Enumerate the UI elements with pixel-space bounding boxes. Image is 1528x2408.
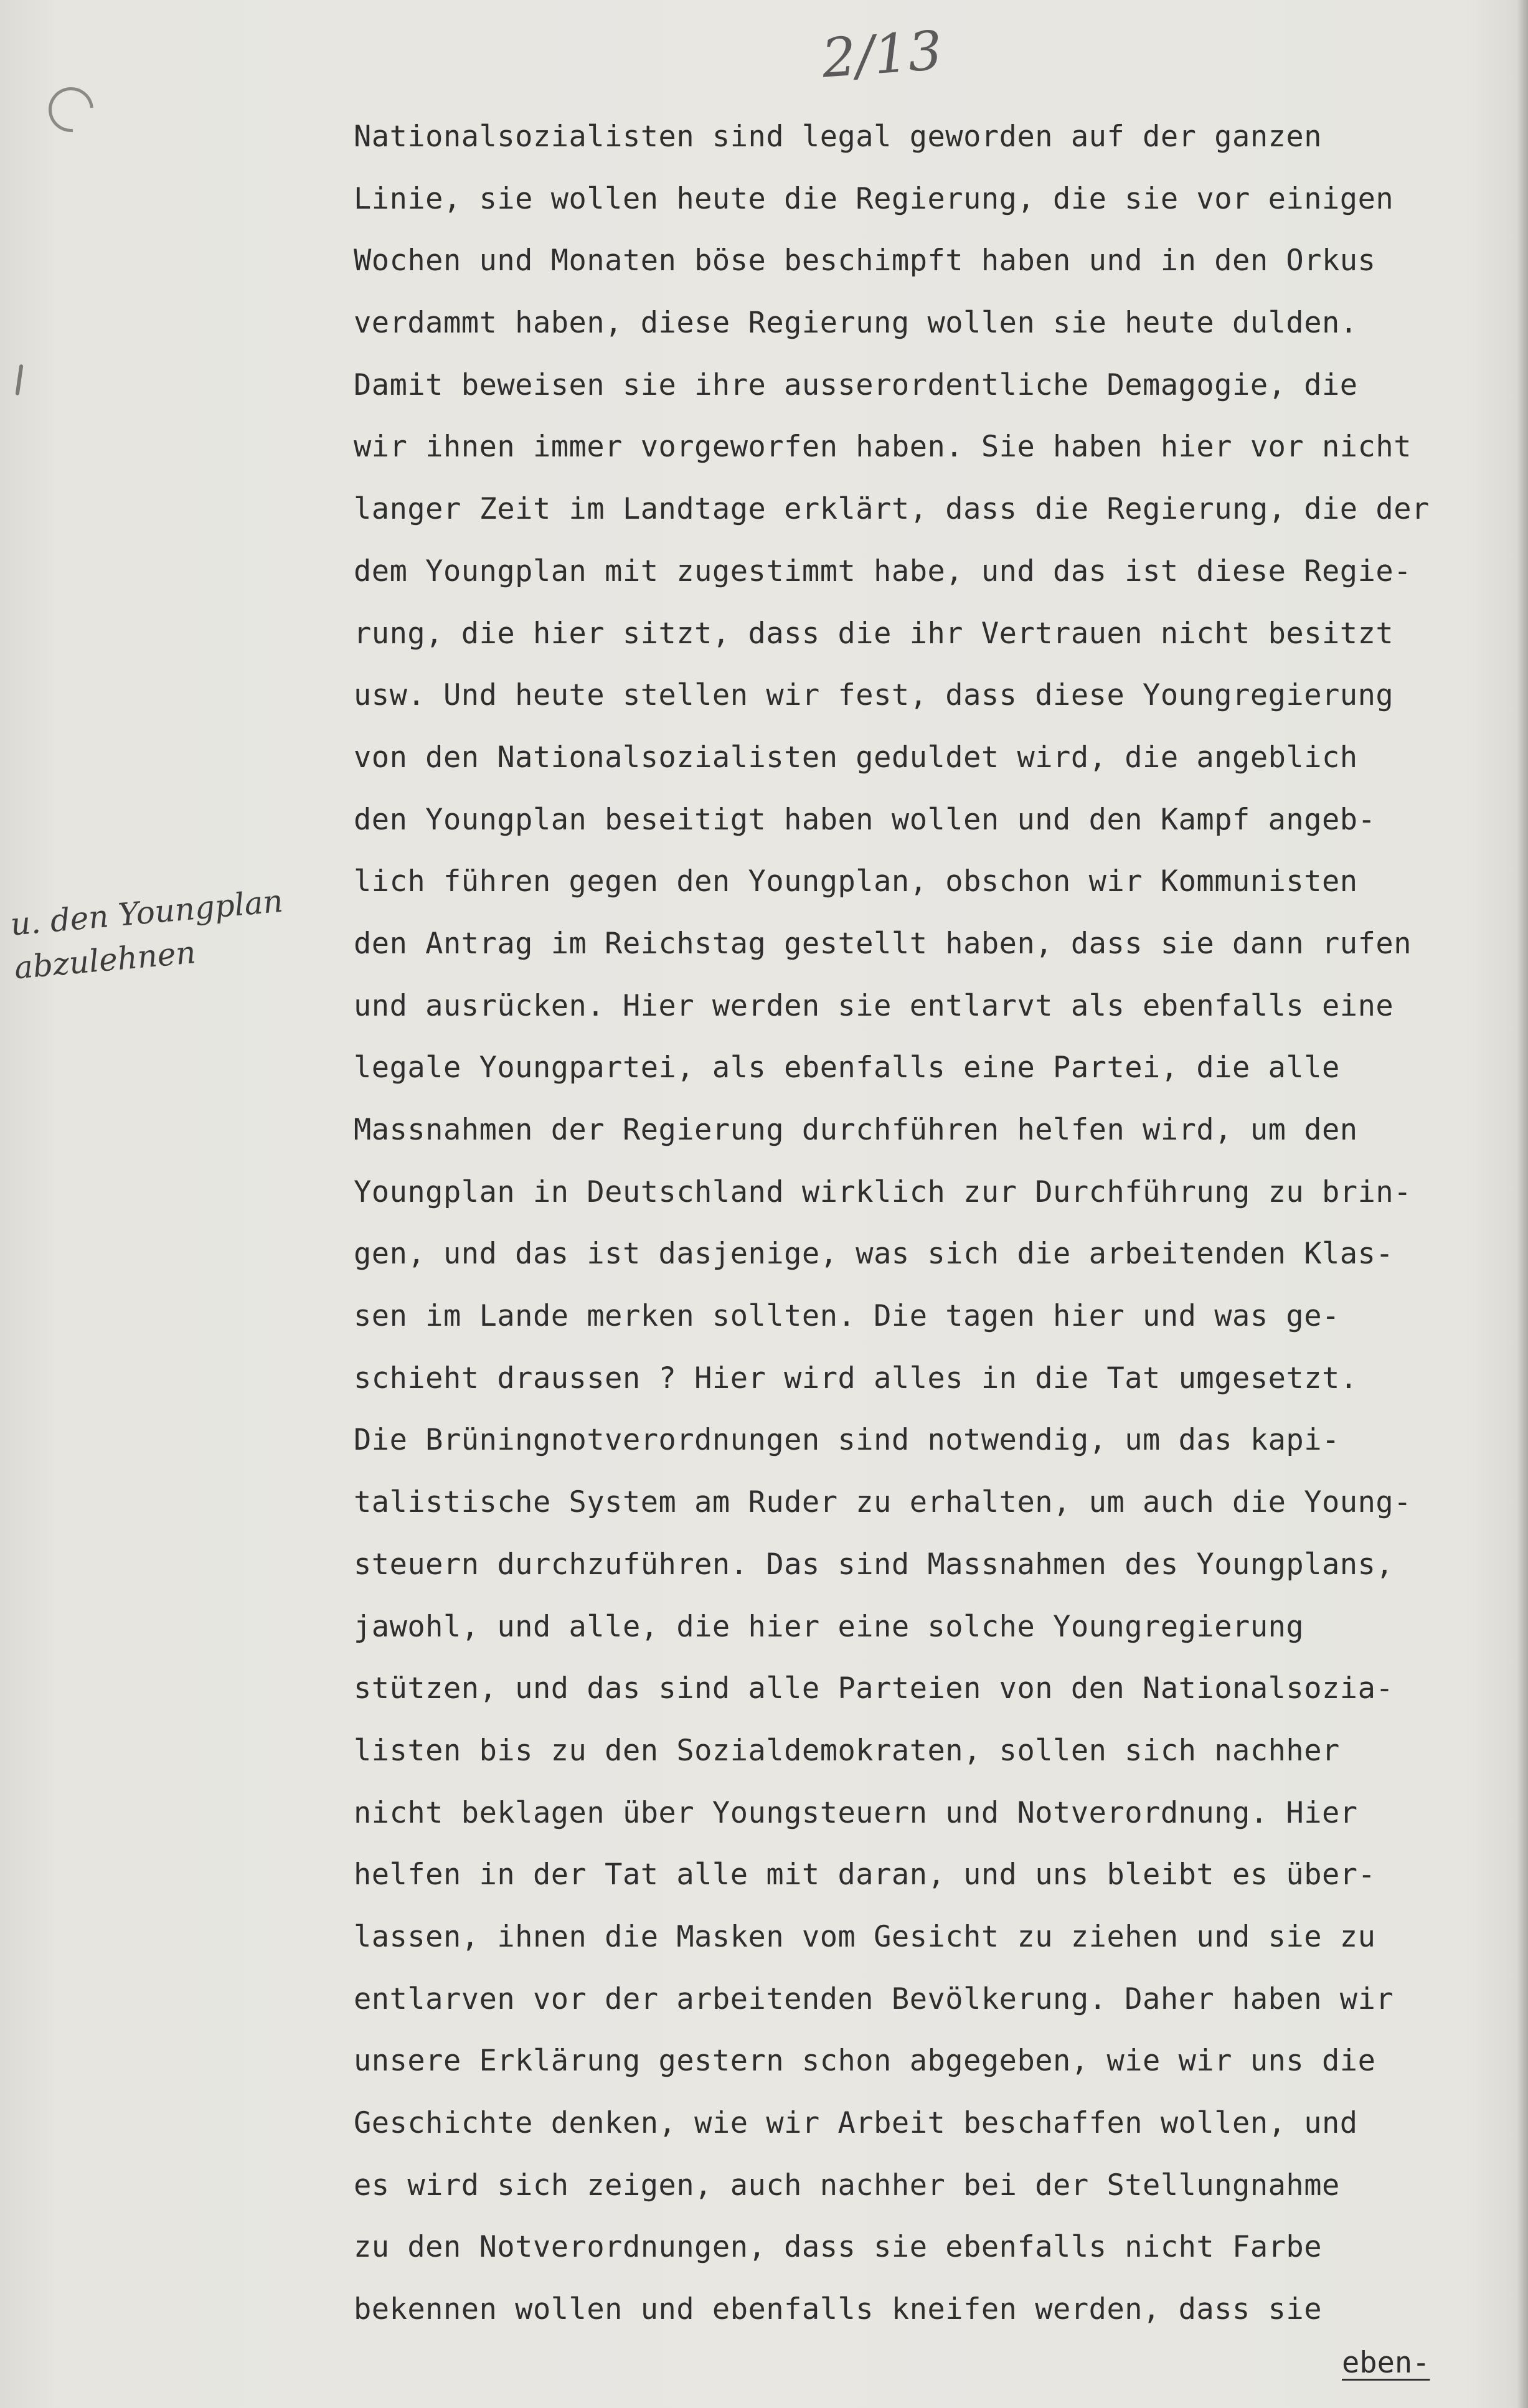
margin-handwritten-note: u. den Youngplan abzulehnen — [9, 882, 285, 986]
text-line: Youngplan in Deutschland wirklich zur Durchführung zu brin- — [354, 1174, 1412, 1209]
text-line: es wird sich zeigen, auch nachher bei der Stellungnahme — [354, 2168, 1340, 2203]
text-line: wir ihnen immer vorgeworfen haben. Sie haben hier vor nicht — [354, 430, 1412, 465]
text-line: stützen, und das sind alle Parteien von den Nationalsozia- — [354, 1671, 1394, 1706]
text-line: legale Youngpartei, als ebenfalls eine Partei, die alle — [354, 1051, 1340, 1085]
text-line: lassen, ihnen die Masken vom Gesicht zu ziehen und sie zu — [354, 1919, 1376, 1954]
text-line: dem Youngplan mit zugestimmt habe, und das ist diese Regie- — [354, 554, 1412, 588]
text-line: von den Nationalsozialisten geduldet wird, die angeblich — [354, 740, 1358, 775]
text-line: langer Zeit im Landtage erklärt, dass die Regierung, die der — [354, 492, 1430, 527]
typescript-body — [354, 106, 1506, 2341]
text-line: usw. Und heute stellen wir fest, dass diese Youngregierung — [354, 678, 1394, 713]
text-line: bekennen wollen und ebenfalls kneifen werden, dass sie — [354, 2292, 1323, 2327]
text-line: lich führen gegen den Youngplan, obschon wir Kommunisten — [354, 864, 1358, 899]
text-line: steuern durchzuführen. Das sind Massnahmen des Youngplans, — [354, 1547, 1394, 1582]
text-line: unsere Erklärung gestern schon abgegeben, wie wir uns die — [354, 2044, 1376, 2079]
text-line: Damit beweisen sie ihre ausserordentliche Demagogie, die — [354, 367, 1358, 402]
folio-number: 2/13 — [819, 19, 945, 90]
text-line: jawohl, und alle, die hier eine solche Youngregierung — [354, 1609, 1304, 1644]
text-line: rung, die hier sitzt, dass die ihr Vertrauen nicht besitzt — [354, 616, 1394, 651]
text-line: helfen in der Tat alle mit daran, und uns bleibt es über- — [354, 1858, 1376, 1892]
margin-tick-mark — [16, 364, 24, 395]
text-line: listen bis zu den Sozialdemokraten, sollen sich nachher — [354, 1733, 1340, 1768]
text-line: verdammt haben, diese Regierung wollen sie heute dulden. — [354, 306, 1358, 341]
text-line: Geschichte denken, wie wir Arbeit beschaffen wollen, und — [354, 2106, 1358, 2140]
text-line: den Antrag im Reichstag gestellt haben, dass sie dann rufen — [354, 926, 1412, 961]
text-line: nicht beklagen über Youngsteuern und Notverordnung. Hier — [354, 1795, 1358, 1830]
page-edge-shadow — [1517, 0, 1528, 2408]
text-line: entlarven vor der arbeitenden Bevölkerung. Daher haben wir — [354, 1981, 1394, 2016]
text-line: zu den Notverordnungen, dass sie ebenfalls nicht Farbe — [354, 2230, 1323, 2265]
text-line: gen, und das ist dasjenige, was sich die arbeitenden Klas- — [354, 1237, 1394, 1272]
text-line: Linie, sie wollen heute die Regierung, die sie vor einigen — [354, 181, 1394, 216]
text-line: Nationalsozialisten sind legal geworden auf der ganzen — [354, 120, 1323, 154]
punch-hole-mark — [39, 78, 102, 141]
text-line: Die Brüningnotverordnungen sind notwendig, um das kapi- — [354, 1423, 1340, 1458]
catchword: eben- — [1342, 2346, 1430, 2380]
text-line: den Youngplan beseitigt haben wollen und den Kampf angeb- — [354, 802, 1376, 837]
text-line: Wochen und Monaten böse beschimpft haben und in den Orkus — [354, 243, 1376, 278]
text-line: sen im Lande merken sollten. Die tagen hier und was ge- — [354, 1299, 1340, 1334]
text-line: und ausrücken. Hier werden sie entlarvt als ebenfalls eine — [354, 988, 1394, 1023]
text-line: talistische System am Ruder zu erhalten, um auch die Young- — [354, 1485, 1412, 1520]
text-line: schieht draussen ? Hier wird alles in die Tat umgesetzt. — [354, 1361, 1358, 1395]
text-line: Massnahmen der Regierung durchführen helfen wird, um den — [354, 1113, 1358, 1147]
